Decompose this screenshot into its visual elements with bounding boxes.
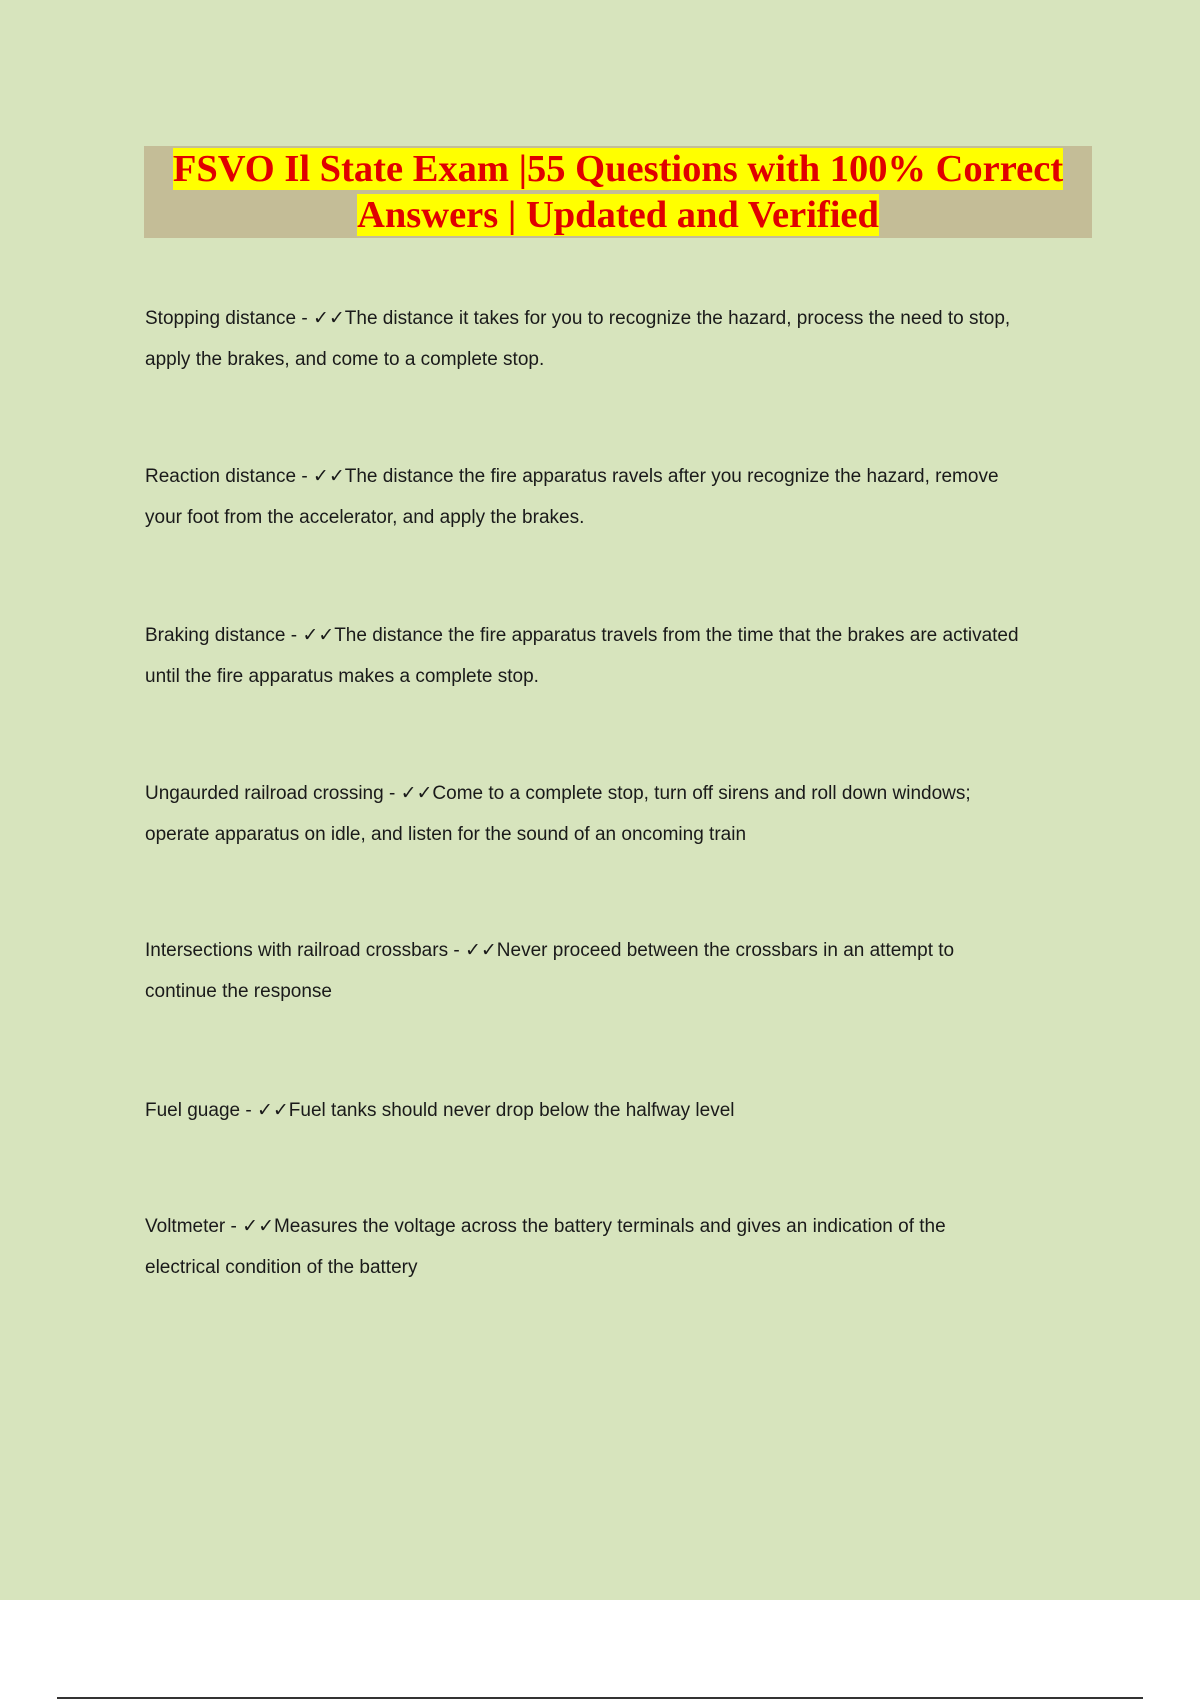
qa-line: electrical condition of the battery (145, 1257, 418, 1278)
title-line-1: FSVO Il State Exam |55 Questions with 100% Correct (172, 148, 1064, 190)
qa-item-fuel-guage (145, 1090, 1095, 1131)
footer-divider (57, 1697, 1143, 1699)
qa-line: your foot from the accelerator, and apply the brakes. (145, 507, 585, 528)
qa-line: Reaction distance - ✓✓The distance the fire apparatus ravels after you recognize the hazard, remove (145, 466, 999, 487)
qa-line: Voltmeter - ✓✓Measures the voltage across the battery terminals and gives an indication of the (145, 1216, 946, 1237)
qa-line: continue the response (145, 981, 332, 1002)
qa-line: operate apparatus on idle, and listen for the sound of an oncoming train (145, 824, 747, 845)
qa-item-intersections-railroad-crossbars (145, 930, 1095, 1012)
title-banner (144, 146, 1092, 238)
qa-item-braking-distance (145, 615, 1095, 697)
qa-line: apply the brakes, and come to a complete stop. (145, 349, 545, 370)
qa-item-voltmeter (145, 1206, 1095, 1288)
qa-line: Stopping distance - ✓✓The distance it takes for you to recognize the hazard, process the need to stop, (145, 308, 1011, 329)
qa-line: until the fire apparatus makes a complete stop. (145, 666, 539, 687)
title-line-2: Answers | Updated and Verified (357, 194, 879, 236)
qa-item-ungaurded-railroad-crossing (145, 773, 1095, 855)
qa-item-reaction-distance (145, 456, 1095, 538)
qa-line: Fuel guage - ✓✓Fuel tanks should never drop below the halfway level (145, 1100, 735, 1121)
qa-line: Intersections with railroad crossbars - ✓✓Never proceed between the crossbars in an attempt to (145, 940, 955, 961)
qa-line: Braking distance - ✓✓The distance the fire apparatus travels from the time that the brakes are activated (145, 625, 1019, 646)
qa-line: Ungaurded railroad crossing - ✓✓Come to a complete stop, turn off sirens and roll down windows; (145, 783, 971, 804)
document-title (144, 146, 1092, 238)
qa-item-stopping-distance (145, 298, 1095, 380)
